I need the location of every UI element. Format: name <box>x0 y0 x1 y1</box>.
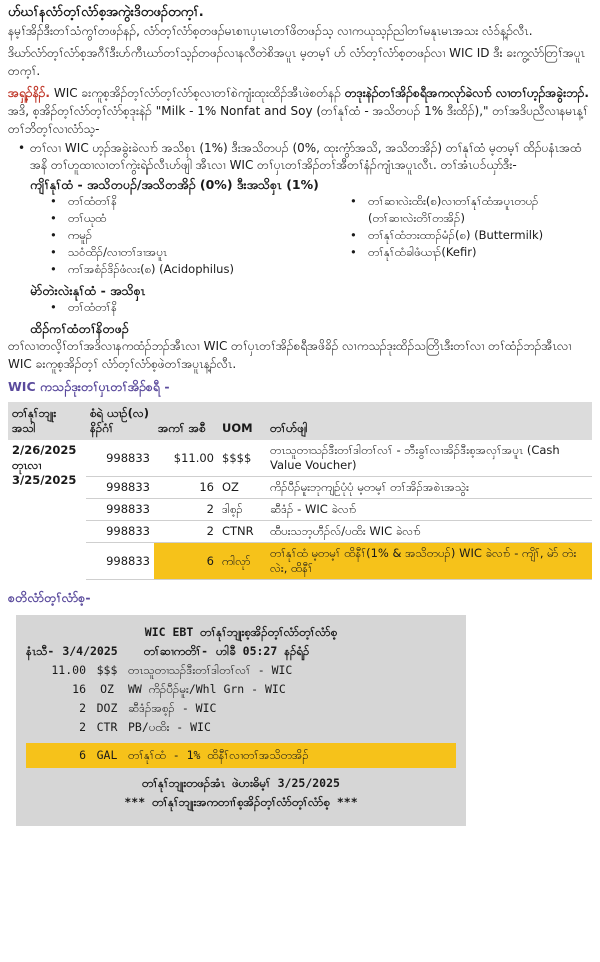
milk-list <box>48 193 592 278</box>
cell-uom: $$$$ <box>218 440 266 477</box>
note-paragraph <box>8 84 592 138</box>
intro-paragraph-2: ဒိဃာ်လံာ်တ့ၢ်လံာ်စ့အဂီၢ်ဒီးဟ်ကီၤဃာ်တၢ်သ့ၣ်တဖၣ်လၢနလီတဲစိအပူၤ မ့တမ့ၢ် ဟ် လံာ်တ့ၢ်လံာ်စ့တဖၣ်လၢ WIC ID ဒီး ခးကွ့လံာ်တြၢ်အပူၤတက့ၢ်. <box>8 46 586 78</box>
date-range: 2/26/2025 တုၤလၢ 3/25/2025 <box>12 443 77 487</box>
cell-desc: တၤသူတၢသၣ်ဒီးတၢ်ဒါတၢ်လၢ် - ဘီးခွၢ်လၢအိၣ်ဒီးစ့အလှၢ်အပူၤ (Cash Value Voucher) <box>266 440 592 477</box>
table-row <box>8 521 592 543</box>
soy-heading: ထိၣ်ကၢ်ထံတၢ်နိတဖၣ် <box>30 321 129 336</box>
col-header-uom: UOM <box>218 402 266 440</box>
cell-desc: ထီပးသဘ့ဟီၣ်လ်/ပထိး WIC ခဲလၢာ် <box>266 521 592 543</box>
receipt-line <box>26 680 456 699</box>
cell-qty: $11.00 <box>154 440 218 477</box>
cell-desc: တၢ်နုၢ်ထံ မ့တမ့ၢ် ထိနီၢ်(1% & အသိတပၣ်) WIC ခဲလၢာ် - ကျိၢ်, မဲာ် တဲးလဲး, ထိနီၢ် <box>266 543 592 580</box>
line-unit: OZ <box>100 682 114 696</box>
list-item: • သဝံထိၣ်/လၢတၢ်ဒၢအပူၤ <box>48 244 348 261</box>
col-header-code: စံရဲ ယၢဉ်(လ) နိၣ်ဂံၢ် <box>86 402 154 440</box>
col-header-qty: အကၢ် အစီ <box>154 402 218 440</box>
line-desc: PB/ပထိး - WIC <box>128 720 211 734</box>
receipt-line <box>26 718 456 737</box>
cell-uom: CTNR <box>218 521 266 543</box>
receipt-line <box>26 699 456 718</box>
line-unit: GAL <box>96 748 118 762</box>
receipt-time: ဟါခီ 05:27 နၣ်ရံၣ် <box>216 644 310 658</box>
note-text-1: WIC ခးကူစ့အိၣ်တ့ၢ်လံာ်တ့ၢ်လံာ်စ့လၢတၢ်စဲကျံးထုးထိၣ်အီၤဖဲစတ်နၣ် <box>53 86 341 100</box>
cell-uom: ဒါစ့ၣ် <box>218 499 266 521</box>
intro-title: ဟ်ဃၢ်နလံာ်တ့ၢ်လံာ်စ့အကွဲးဒိတဖၣ်တက့ၢ်. <box>8 5 204 20</box>
table-row-highlighted <box>8 543 592 580</box>
cell-code: 998833 <box>86 477 154 499</box>
cell-qty: 2 <box>154 499 218 521</box>
line-desc: WW ကိၣ်ပီၣ်မူး/Whl Grn - WIC <box>128 682 286 696</box>
goat-milk-heading: မဲာ်တဲးလဲးနုၢ်ထံ - အသိစှၤ <box>30 283 146 298</box>
date-label: နံၤသီ- <box>26 644 55 658</box>
receipt-line <box>26 661 456 680</box>
cell-code: 998833 <box>86 521 154 543</box>
cell-uom: ကါလုာ် <box>218 543 266 580</box>
line-qty: 11.00 <box>51 663 86 677</box>
cell-uom: OZ <box>218 477 266 499</box>
receipt-footer: *** တၢ်နုၢ်ဘျုးအကတၢၢ်စ့အိၣ်တ့ၢ်လံာ်တ့ၢ်လံာ်စ့ *** <box>124 795 358 809</box>
col-header-desc: တၢ်ဟ်ဖျါ <box>266 402 592 440</box>
receipt-section-title: စတိလံာ်တ့ၢ်လံာ်စ့- <box>8 590 91 605</box>
benefits-end-date: တၢ်နုၢ်ဘျုးတဖၣ်အံၤ ဖဲဟးဓိမ့ၢ် 3/25/2025 <box>142 776 340 790</box>
line-unit: $$$ <box>96 663 118 677</box>
shopping-list-table <box>8 402 592 580</box>
intro-paragraph-1: နမ့ၢ်အိၣ်ဒီးတၢ်သံကွၢ်တဖၣ်နၣ်, လံာ်တ့ၢ်လံာ်စ့တဖၣ်မၤစၢၤပှၤမၤတၢ်ဖိတဖၣ်သ့ လၢကယုသ့ၣ်ညါတၢ်မနုၤမၤအသး လံၥ်န့ၣ်လီၤ. <box>8 24 533 38</box>
receipt-date: 3/4/2025 <box>62 644 118 658</box>
cell-code: 998833 <box>86 499 154 521</box>
list-item: • ကမူၣ် <box>48 227 348 244</box>
list-item: • တၢ်ထံတၢ်နိ <box>48 193 348 210</box>
cell-desc: ဆီဒံၣ် - WIC ခဲလၢာ် <box>266 499 592 521</box>
cell-qty: 16 <box>154 477 218 499</box>
list-item: • ကၢ်အစံၣ်ဒိၣ်ဖံလး(စ) (Acidophilus) <box>48 261 348 278</box>
cell-desc: ကိၣ်ပီၣ်မူးဘုကျဉ်ပုံပုံ မ့တမ့ၢ် တၢ်အိၣ်အစဲၤအသွဲး <box>266 477 592 499</box>
list-item: • တၢ်ဆၢလဲးထိး(စ)လၢတၢ်နုၢ်ထံအပူၤတပၣ် <box>348 193 588 210</box>
receipt-header: WIC EBT တၢ်နုၢ်ဘျုးစ့အိၣ်တ့ၢ်လံာ်တ့ၢ်လံာ်စ့ <box>144 625 338 639</box>
receipt <box>16 615 466 826</box>
note-text-2: အဒိ, စ့အိၣ်တ့ၢ်လံာ်တ့ၢ်လံာ်စ့ဒုးနဲၣ် "Milk - 1% Nonfat and Soy (တၢ်နုၢ်ထံ - အသိတပၣ် 1% ဒီးထိၣ်)," တၢ်အဒိပညီလၢနမၤန့ၢ်တၢ်ဘိတ့ၢ်လၢလံာ်သ့- <box>8 104 588 136</box>
goat-milk-list <box>48 299 592 316</box>
line-qty: 2 <box>79 701 86 715</box>
cell-code: 998833 <box>86 440 154 477</box>
list-item: • တၢ်နုၢ်ထံဘးထာၣ်မံၣ်(စ) (Buttermilk) <box>348 227 588 244</box>
time-label: တၢ်ဆၢကတိၢ်- <box>143 644 209 658</box>
list-item: • တၢ်ယုထံ <box>48 210 348 227</box>
line-desc: တၤသူတၢသၣ်ဒီးတၢ်ဒါတၢ်လၢ် - WIC <box>128 663 293 677</box>
document <box>8 4 592 826</box>
table-row <box>8 477 592 499</box>
list-item-continued: (တၢ်ဆၢလဲးတိၢ်တအိၣ်) <box>368 211 465 225</box>
line-qty: 6 <box>79 748 86 762</box>
receipt-date-time <box>26 642 456 661</box>
line-qty: 16 <box>72 682 86 696</box>
note-bullet: • တၢ်လၢ WIC ဟ့ၣ်အခွဲးခဲလၢာ် အသိစှၤ (1%) ဒီးအသိတပၣ် (0%, ထုးကွံာ်အသိ, အသိတအိၣ်) တၢ်နုၢ်ထံ မ့တမ့ၢ် ထိၣ်ပနံၤအထံအနိ တၢ်ဟူထၢလၢတၢ်ကွဲးရဲၣ်လီၤဟ်ဖျါ အီၤလၢ WIC တၢ်ပှၤတၢ်အိၣ်တၢ်အီတၢ်နံၣ်ကျံၤအပူၤလီၤ. တၢ်အံၤပၥ်ယှာ်ဒီး- <box>8 140 592 174</box>
line-desc: တၢ်နုၢ်ထံ - 1% ထိနီၢ်လၢတၢ်အသိတအိၣ် <box>128 748 309 762</box>
col-header-date: တၢ်နုၢ်ဘျုး အသါ <box>8 402 86 440</box>
line-unit: DOZ <box>96 701 118 715</box>
line-desc: ဆီဒံၣ်အစ့ၣ် - WIC <box>128 701 217 715</box>
receipt-line-highlighted <box>26 743 456 768</box>
cell-code: 998833 <box>86 543 154 580</box>
table-row <box>8 499 592 521</box>
list-item: • တၢ်နုၢ်ထံခါဖံယၢၣ်(Kefir) <box>348 244 588 261</box>
note-bold: တဒုးနဲၣ်တၢ်အိၣ်စရီအကလုာ်ခဲလၢာ် လၢတၢ်ဟ့ၣ်အခွဲးဘၣ်. <box>344 86 589 100</box>
line-unit: CTR <box>96 720 118 734</box>
shopping-list-title: WIC ကသၣ်ဒုးတၢ်ပှၤတၢ်အိၣ်စရီ - <box>8 379 170 394</box>
line-qty: 2 <box>79 720 86 734</box>
note-label: အရှ့ၣ်နိၣ်. <box>8 86 50 100</box>
milk-heading: ကျိၢ်နုၢ်ထံ - အသိတပၣ်/အသိတအိၣ် (0%) ဒီးအသိစှၤ (1%) <box>30 177 319 192</box>
cell-qty: 6 <box>154 543 218 580</box>
list-item: • တၢ်ထံတၢ်နိ <box>48 299 348 316</box>
soy-paragraph: တၢ်လၢတလိ့ၢ်တၢ်အဒိလၢနကထံၣ်ဘၣ်အီၤလၢ WIC တၢ်ပှၤတၢ်အိၣ်စရီအဖိခိၣ် လၢကသၣ်ဒုးထိၣ်သတြိၤဒီးတၢ်လၢ တၢ်ထံၣ်ဘၣ်အီၤလၢ WIC ခးကူစ့အိၣ်တ့ၢ် လံာ်တ့ၢ်လံာ်စ့ဖဲတၢ်အပူၤန့ၣ်လီၤ. <box>8 339 572 371</box>
table-row <box>8 440 592 477</box>
cell-qty: 2 <box>154 521 218 543</box>
